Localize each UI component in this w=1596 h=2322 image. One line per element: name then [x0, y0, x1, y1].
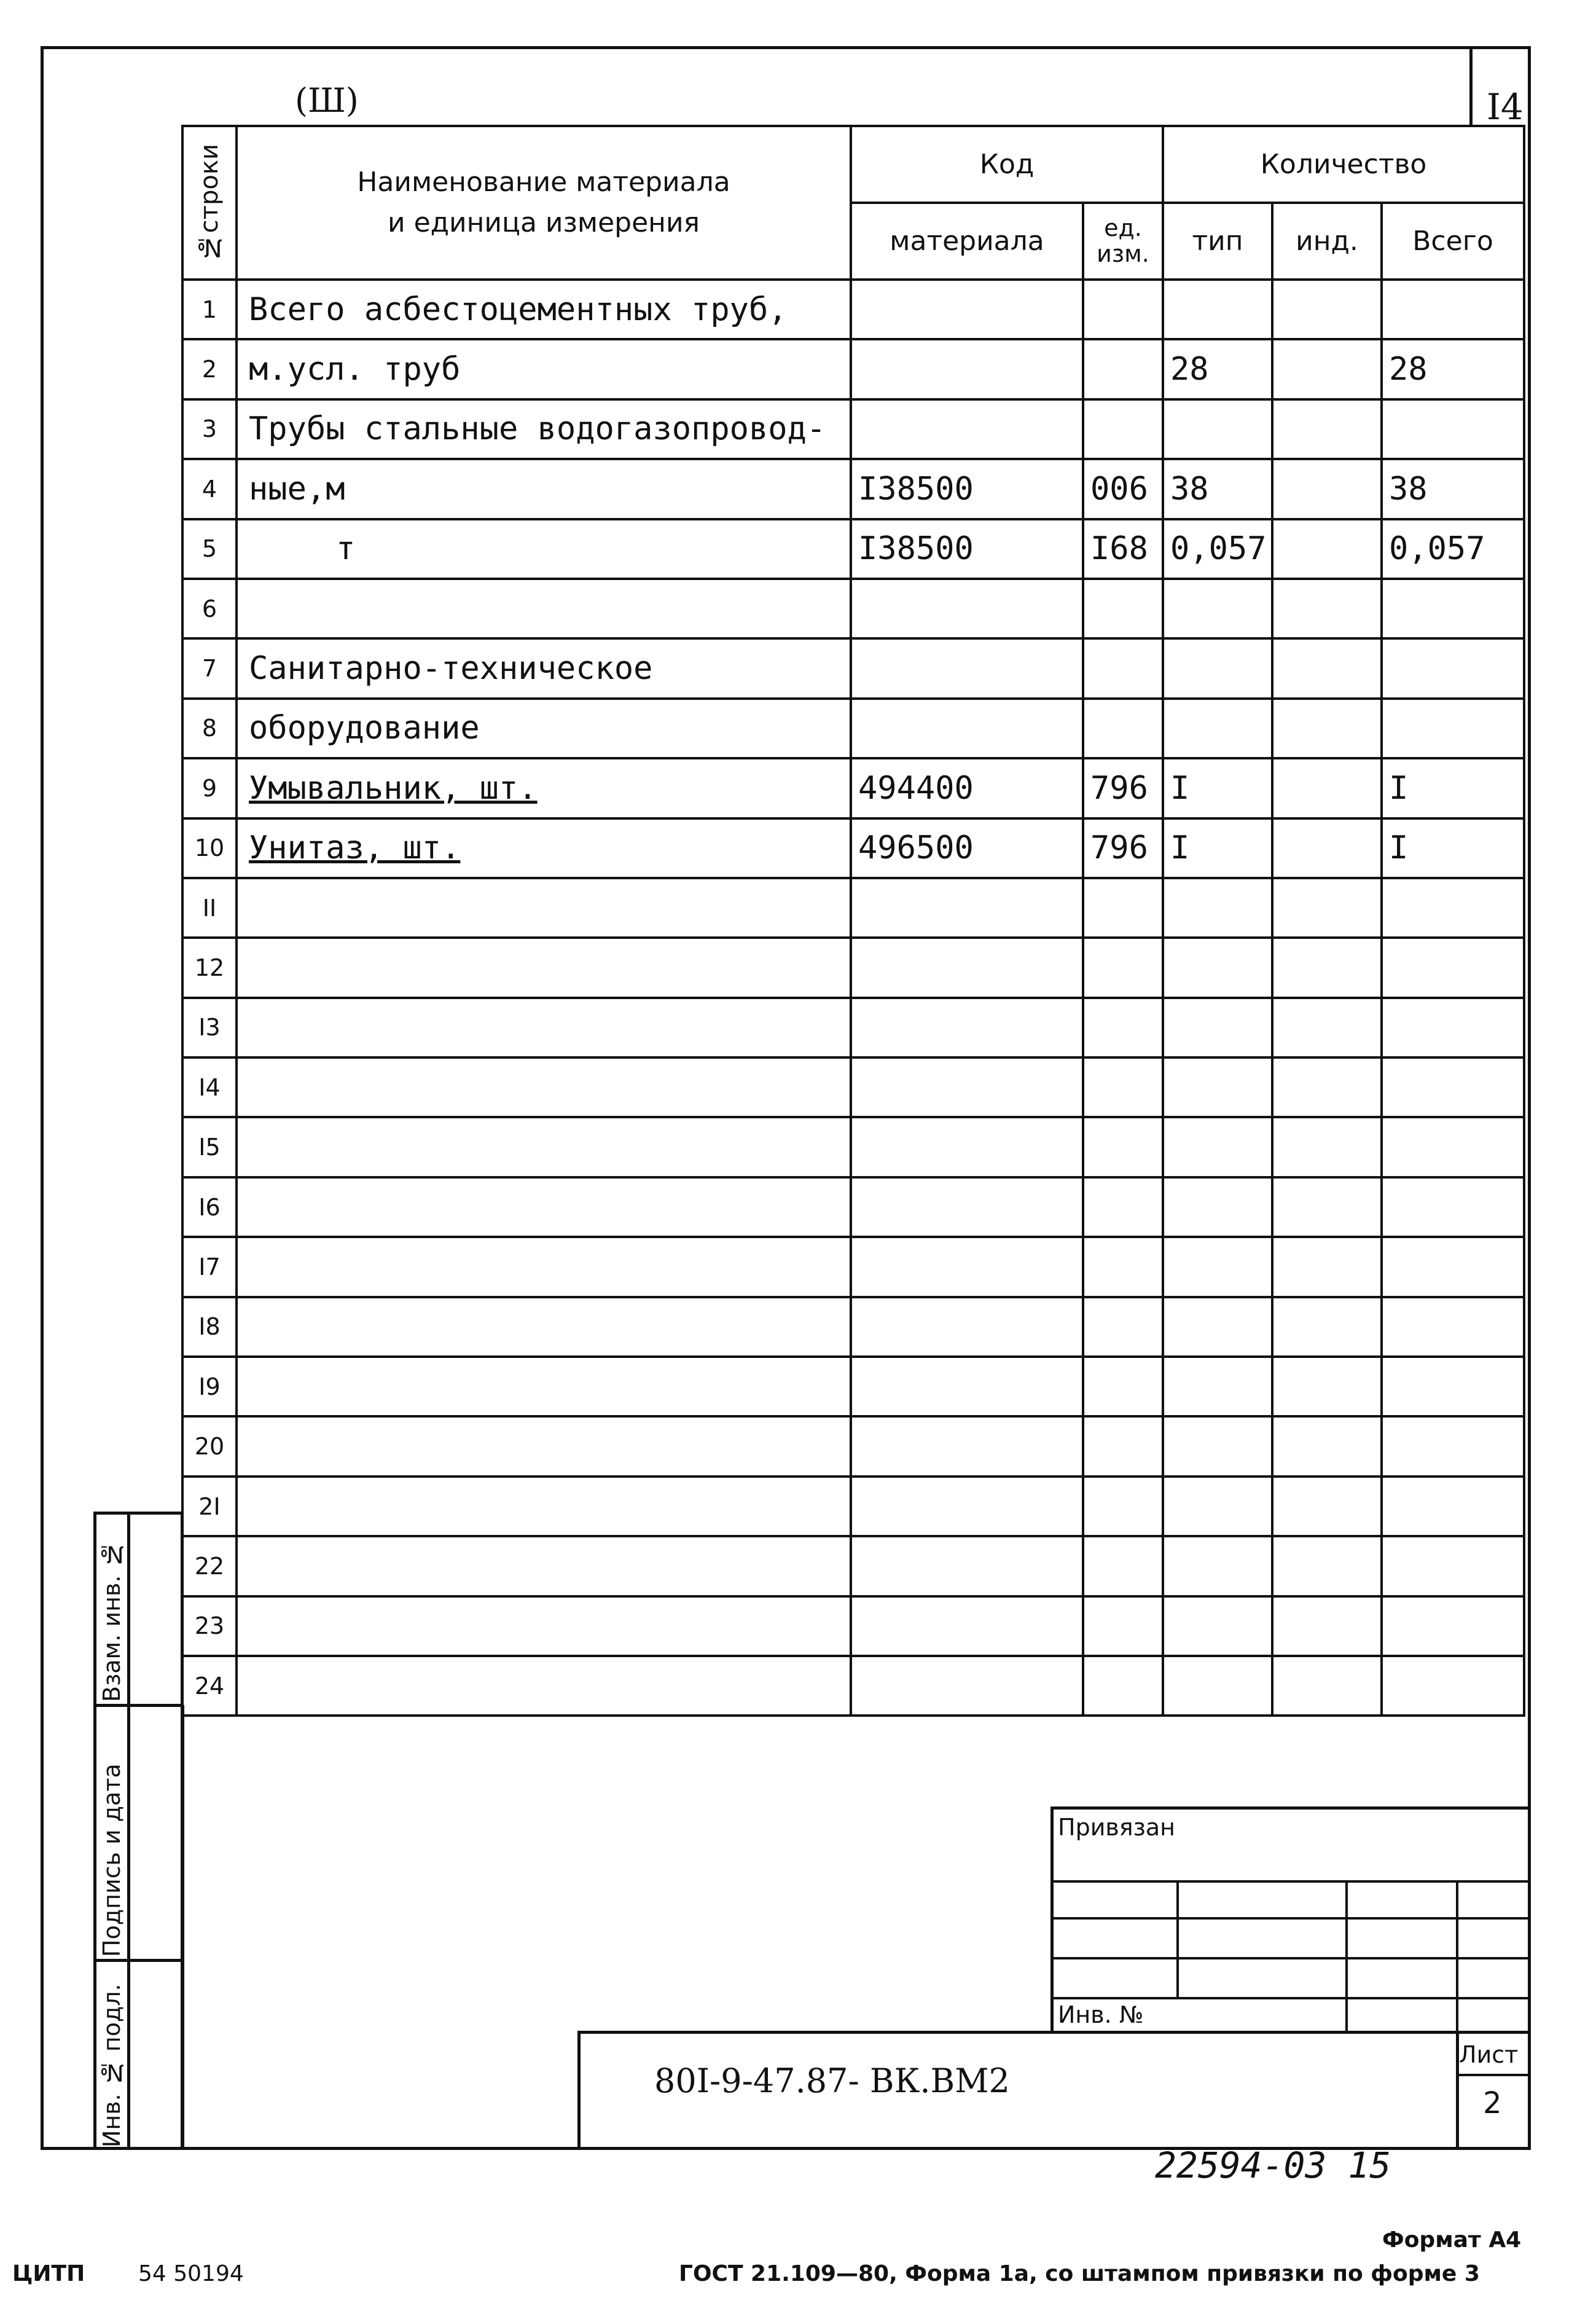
row-number: 24 — [182, 1656, 237, 1716]
qty-type — [1163, 878, 1272, 938]
qty-type — [1163, 1237, 1272, 1296]
material-code — [851, 1117, 1083, 1177]
qty-total — [1382, 1237, 1524, 1296]
material-code: 494400 — [851, 758, 1083, 818]
material-name: Трубы стальные водогазопровод- — [237, 399, 851, 459]
table-row — [182, 998, 1524, 1057]
table-row — [182, 1357, 1524, 1416]
qty-total — [1382, 1357, 1524, 1416]
stamp-sheet-label: Лист — [1459, 2041, 1519, 2068]
row-number: I5 — [182, 1117, 237, 1177]
table-row — [182, 1057, 1524, 1117]
qty-ind — [1272, 998, 1382, 1057]
header-code-material: материала — [851, 203, 1083, 280]
unit-code — [1083, 699, 1163, 758]
qty-total — [1382, 638, 1524, 698]
qty-total — [1382, 1656, 1524, 1716]
material-name — [237, 1536, 851, 1596]
stamp-main-top — [577, 2031, 1531, 2034]
row-number: I7 — [182, 1237, 237, 1296]
unit-code — [1083, 938, 1163, 997]
qty-total — [1382, 998, 1524, 1057]
qty-total — [1382, 938, 1524, 997]
material-code — [851, 399, 1083, 459]
handwritten-number: 22594-03 15 — [1155, 2144, 1391, 2186]
row-number: 2 — [182, 339, 237, 399]
material-code — [851, 878, 1083, 938]
row-number: I3 — [182, 998, 237, 1057]
qty-total: 0,057 — [1382, 519, 1524, 579]
material-name — [237, 1477, 851, 1536]
material-name — [237, 1117, 851, 1177]
qty-ind — [1272, 699, 1382, 758]
qty-type — [1163, 998, 1272, 1057]
qty-total — [1382, 579, 1524, 638]
qty-total — [1382, 1297, 1524, 1357]
material-code — [851, 1177, 1083, 1237]
header-qty-ind: инд. — [1272, 203, 1382, 280]
material-code — [851, 1416, 1083, 1476]
stamp-inv-no: Инв. № — [1058, 2001, 1144, 2028]
qty-type — [1163, 1357, 1272, 1416]
material-name: Всего асбестоцементных труб, — [237, 280, 851, 339]
unit-code — [1083, 280, 1163, 339]
qty-total — [1382, 1416, 1524, 1476]
qty-ind — [1272, 1297, 1382, 1357]
header-qty-type: тип — [1163, 203, 1272, 280]
material-code: I38500 — [851, 519, 1083, 579]
qty-ind — [1272, 1416, 1382, 1476]
document-code: 80I-9-47.87- ВК.ВМ2 — [654, 2061, 1010, 2100]
material-code — [851, 998, 1083, 1057]
unit-code — [1083, 339, 1163, 399]
qty-type — [1163, 579, 1272, 638]
unit-code — [1083, 1237, 1163, 1296]
row-number: 1 — [182, 280, 237, 339]
qty-type: I — [1163, 758, 1272, 818]
qty-ind — [1272, 1117, 1382, 1177]
material-name: Санитарно-техническое — [237, 638, 851, 698]
material-code — [851, 1297, 1083, 1357]
stamp-h4 — [1050, 1997, 1531, 1999]
table-row — [182, 1237, 1524, 1296]
row-number: 22 — [182, 1536, 237, 1596]
qty-total: 38 — [1382, 459, 1524, 519]
material-code — [851, 1237, 1083, 1296]
unit-code — [1083, 1416, 1163, 1476]
unit-code: 796 — [1083, 758, 1163, 818]
stamp-h3 — [1050, 1957, 1531, 1959]
material-name: м.усл. труб — [237, 339, 851, 399]
qty-ind — [1272, 1536, 1382, 1596]
material-name: т — [237, 519, 851, 579]
qty-total — [1382, 399, 1524, 459]
material-code — [851, 339, 1083, 399]
stamp-h1 — [1050, 1880, 1531, 1883]
side-label-podpis: Подпись и дата — [98, 1763, 125, 1957]
qty-type — [1163, 1596, 1272, 1656]
qty-total: I — [1382, 818, 1524, 878]
qty-total: 28 — [1382, 339, 1524, 399]
qty-ind — [1272, 339, 1382, 399]
row-number: 4 — [182, 459, 237, 519]
unit-code — [1083, 878, 1163, 938]
unit-code — [1083, 1596, 1163, 1656]
unit-code — [1083, 1057, 1163, 1117]
stamp-binding-top — [1050, 1806, 1531, 1810]
material-code — [851, 280, 1083, 339]
qty-ind — [1272, 579, 1382, 638]
unit-code — [1083, 1536, 1163, 1596]
table-row — [182, 1117, 1524, 1177]
table-row — [182, 579, 1524, 638]
stamp-sheet-value: 2 — [1483, 2086, 1502, 2120]
unit-code — [1083, 1656, 1163, 1716]
table-row — [182, 878, 1524, 938]
unit-code — [1083, 1477, 1163, 1536]
table-row — [182, 519, 1524, 579]
header-code-unit: ед. изм. — [1083, 203, 1163, 280]
qty-type: 38 — [1163, 459, 1272, 519]
header-qty-total: Всего — [1382, 203, 1524, 280]
unit-code: I68 — [1083, 519, 1163, 579]
qty-total — [1382, 878, 1524, 938]
qty-type — [1163, 1536, 1272, 1596]
table-row — [182, 280, 1524, 339]
material-name — [237, 1416, 851, 1476]
qty-ind — [1272, 519, 1382, 579]
qty-ind — [1272, 1357, 1382, 1416]
qty-ind — [1272, 758, 1382, 818]
qty-type — [1163, 1297, 1272, 1357]
row-number: 12 — [182, 938, 237, 997]
qty-ind — [1272, 938, 1382, 997]
table-row — [182, 1297, 1524, 1357]
footer-org: ЦИТП — [12, 2261, 85, 2286]
qty-ind — [1272, 1596, 1382, 1656]
qty-type — [1163, 1416, 1272, 1476]
row-number: I9 — [182, 1357, 237, 1416]
qty-type — [1163, 399, 1272, 459]
qty-ind — [1272, 399, 1382, 459]
stamp-main-left — [577, 2031, 581, 2150]
qty-total: I — [1382, 758, 1524, 818]
table-row — [182, 699, 1524, 758]
stamp-sheet-mid — [1456, 2074, 1531, 2076]
stamp-binding-left — [1050, 1806, 1054, 2034]
qty-type: 0,057 — [1163, 519, 1272, 579]
unit-code — [1083, 1177, 1163, 1237]
row-number: 20 — [182, 1416, 237, 1476]
footer-gost: ГОСТ 21.109—80, Форма 1а, со штампом привязки по форме 3 — [679, 2261, 1480, 2286]
qty-total — [1382, 699, 1524, 758]
table-row — [182, 758, 1524, 818]
unit-code — [1083, 579, 1163, 638]
stamp-v3 — [1456, 1880, 1458, 2034]
row-number: 9 — [182, 758, 237, 818]
section-mark: (Ш) — [295, 81, 359, 120]
stamp-v2 — [1345, 1880, 1348, 2034]
material-code — [851, 938, 1083, 997]
unit-code — [1083, 998, 1163, 1057]
unit-code — [1083, 1357, 1163, 1416]
row-number: 10 — [182, 818, 237, 878]
table-row — [182, 1177, 1524, 1237]
qty-ind — [1272, 1477, 1382, 1536]
material-code — [851, 1057, 1083, 1117]
table-row — [182, 818, 1524, 878]
qty-total — [1382, 1536, 1524, 1596]
material-name — [237, 938, 851, 997]
qty-total — [1382, 1596, 1524, 1656]
row-number: 6 — [182, 579, 237, 638]
material-name — [237, 878, 851, 938]
row-number: 23 — [182, 1596, 237, 1656]
qty-ind — [1272, 459, 1382, 519]
unit-code — [1083, 399, 1163, 459]
qty-ind — [1272, 878, 1382, 938]
stamp-left-border — [181, 1705, 184, 2150]
material-name — [237, 1596, 851, 1656]
unit-code — [1083, 1117, 1163, 1177]
table-row — [182, 938, 1524, 997]
qty-type — [1163, 1117, 1272, 1177]
qty-type — [1163, 1656, 1272, 1716]
material-name — [237, 1237, 851, 1296]
materials-table — [181, 125, 1525, 1717]
material-code — [851, 1536, 1083, 1596]
qty-ind — [1272, 818, 1382, 878]
row-number: I8 — [182, 1297, 237, 1357]
qty-type: I — [1163, 818, 1272, 878]
row-number: II — [182, 878, 237, 938]
material-name — [237, 1057, 851, 1117]
stamp-h2 — [1050, 1917, 1531, 1920]
material-code — [851, 1357, 1083, 1416]
material-code — [851, 1656, 1083, 1716]
footer-format: Формат А4 — [1382, 2227, 1522, 2253]
unit-code: 796 — [1083, 818, 1163, 878]
qty-type — [1163, 699, 1272, 758]
qty-ind — [1272, 1656, 1382, 1716]
material-name — [237, 1177, 851, 1237]
material-code — [851, 1596, 1083, 1656]
qty-ind — [1272, 280, 1382, 339]
qty-ind — [1272, 638, 1382, 698]
qty-ind — [1272, 1177, 1382, 1237]
material-name — [237, 1656, 851, 1716]
qty-type — [1163, 280, 1272, 339]
qty-total — [1382, 1117, 1524, 1177]
qty-type — [1163, 638, 1272, 698]
table-row — [182, 1596, 1524, 1656]
qty-type — [1163, 1477, 1272, 1536]
qty-total — [1382, 1057, 1524, 1117]
unit-code — [1083, 1297, 1163, 1357]
material-name: Умывальник, шт. — [237, 758, 851, 818]
material-code — [851, 579, 1083, 638]
qty-total — [1382, 1177, 1524, 1237]
material-name: ные,м — [237, 459, 851, 519]
material-name — [237, 1297, 851, 1357]
header-name: Наименование материала и единица измерения — [237, 126, 851, 280]
table-row — [182, 1416, 1524, 1476]
side-label-inv: Инв. № подл. — [98, 1983, 125, 2147]
header-quantity: Количество — [1163, 126, 1524, 203]
material-code — [851, 699, 1083, 758]
material-code — [851, 638, 1083, 698]
qty-total — [1382, 1477, 1524, 1536]
row-number: 8 — [182, 699, 237, 758]
row-number: I4 — [182, 1057, 237, 1117]
material-code — [851, 1477, 1083, 1536]
material-code: I38500 — [851, 459, 1083, 519]
row-number: 5 — [182, 519, 237, 579]
row-number: 7 — [182, 638, 237, 698]
stamp-v1 — [1176, 1880, 1179, 1997]
table-row — [182, 339, 1524, 399]
table-row — [182, 1656, 1524, 1716]
table-row — [182, 638, 1524, 698]
table-row — [182, 399, 1524, 459]
material-name — [237, 579, 851, 638]
qty-ind — [1272, 1237, 1382, 1296]
material-name: оборудование — [237, 699, 851, 758]
row-number: 2I — [182, 1477, 237, 1536]
qty-total — [1382, 280, 1524, 339]
material-code: 496500 — [851, 818, 1083, 878]
sheet-number: I4 — [1487, 86, 1524, 128]
unit-code: 006 — [1083, 459, 1163, 519]
side-label-vzam: Взам. инв. № — [98, 1540, 125, 1702]
qty-type — [1163, 1057, 1272, 1117]
row-number: I6 — [182, 1177, 237, 1237]
material-name — [237, 1357, 851, 1416]
unit-code — [1083, 638, 1163, 698]
table-row — [182, 459, 1524, 519]
table-row — [182, 1477, 1524, 1536]
material-name — [237, 998, 851, 1057]
header-code: Код — [851, 126, 1163, 203]
qty-type: 28 — [1163, 339, 1272, 399]
table-row — [182, 1536, 1524, 1596]
header-row-no: №строки — [182, 126, 237, 280]
qty-ind — [1272, 1057, 1382, 1117]
row-number: 3 — [182, 399, 237, 459]
stamp-privyazan: Привязан — [1058, 1814, 1175, 1841]
qty-type — [1163, 938, 1272, 997]
material-name: Унитаз, шт. — [237, 818, 851, 878]
qty-type — [1163, 1177, 1272, 1237]
footer-order: 54 50194 — [138, 2261, 244, 2286]
